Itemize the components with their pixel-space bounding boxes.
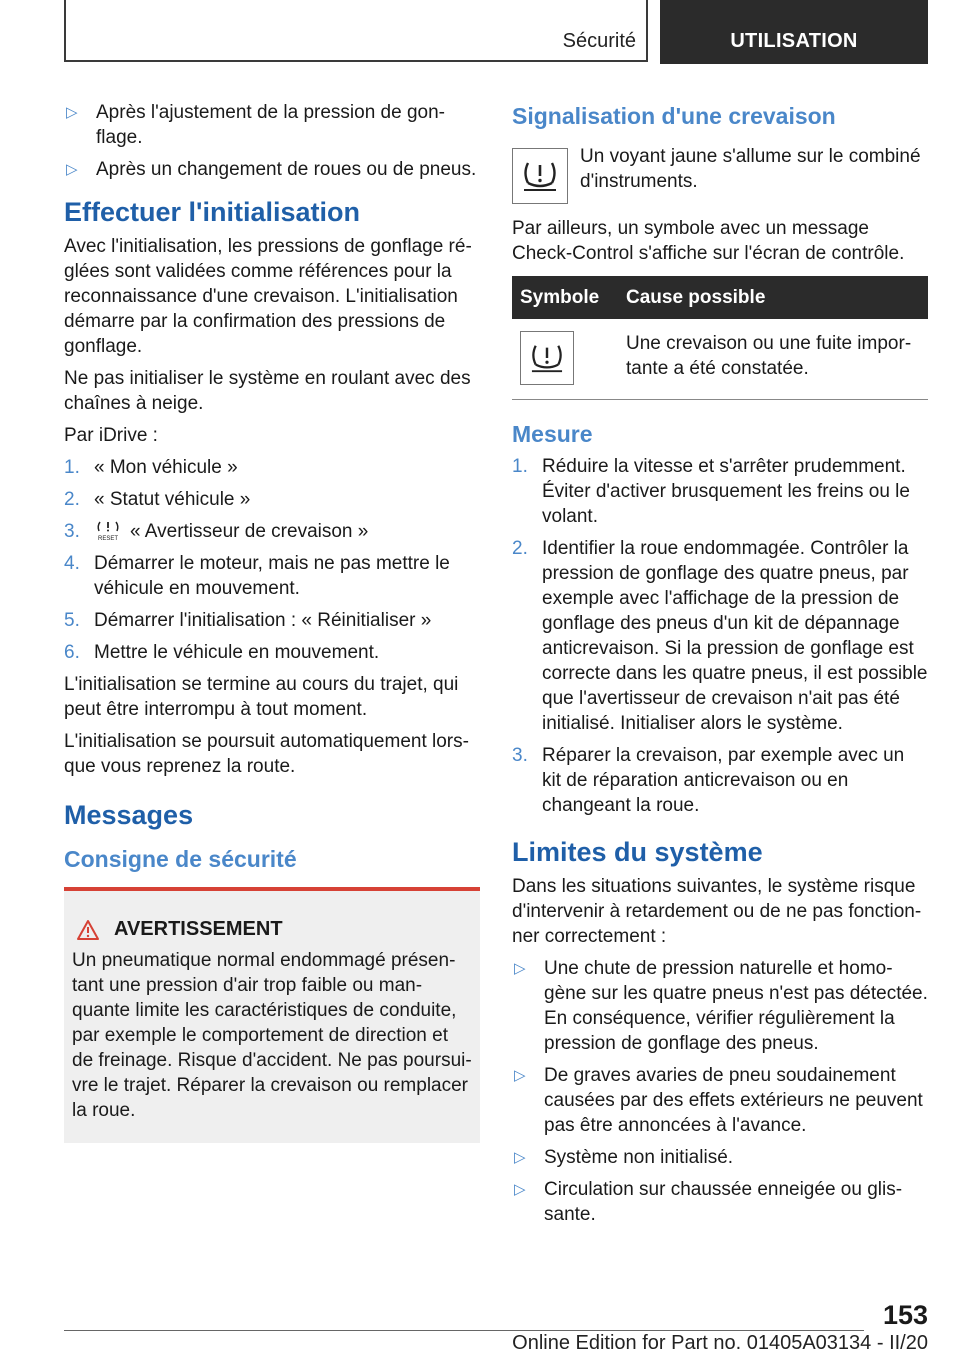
step-item: 1. Réduire la vitesse et s'arrêter prudemment. Éviter d'activer brusquement les freins ou le volant. <box>512 456 910 527</box>
section-title: Sécurité <box>562 30 636 52</box>
footer-divider <box>64 1330 864 1331</box>
page-header <box>64 0 928 64</box>
heading-limites: Limites du système <box>512 837 763 867</box>
table-row <box>512 319 928 400</box>
table-cell-cause: Une crevaison ou une fuite importante a été constatée. <box>618 319 928 400</box>
step-item: 3. Réparer la crevaison, par exemple avec un kit de réparation anticrevaison ou en changeant la roue. <box>512 745 905 816</box>
paragraph: Par iDrive : <box>64 425 158 446</box>
warning-text: Un pneumatique normal endommagé présentant une pression d'air trop faible ou manquante limite les caractéristiques de conduite, par exemple le comportement de direction et de freinage. Risque d'accident. Ne pas poursuivre le trajet. Réparer la crevaison ou remplacer la roue. <box>72 950 472 1121</box>
paragraph: Avec l'initialisation, les pressions de gonflage réglées sont validées comme références pour la reconnaissance d'une crevaison. L'initialisation démarre par la confirmation des pressions de gonflage. <box>64 236 472 357</box>
step-item: 1. « Mon véhicule » <box>64 457 238 478</box>
right-column <box>512 100 928 1234</box>
step-item: 2. « Statut véhicule » <box>64 489 251 510</box>
list-item: ▷ Système non initialisé. <box>514 1147 734 1168</box>
paragraph: L'initialisation se poursuit automatiquement lorsque vous reprenez la route. <box>64 731 469 777</box>
step-item: 5. Démarrer l'initialisation : « Réinitialiser » <box>64 610 432 631</box>
paragraph: L'initialisation se termine au cours du trajet, qui peut être interrompu à tout moment. <box>64 674 459 720</box>
bullet-icon: ▷ <box>66 104 78 121</box>
tire-pressure-warning-icon <box>528 342 566 374</box>
list-item: ▷ Après un changement de roues ou de pneus. <box>66 159 477 180</box>
symbol-table <box>512 276 928 400</box>
step-item: 3. RESET « Avertisseur de crevaison » <box>64 521 369 542</box>
list-item: ▷ Une chute de pression naturelle et homogène sur les quatre pneus n'est pas détectée. En conséquence, vérifier régulièrement la pression de gonflage des pneus. <box>514 958 928 1054</box>
heading-consigne: Consigne de sécurité <box>64 846 297 872</box>
tire-pressure-warning-icon <box>520 159 560 193</box>
bullet-icon: ▷ <box>514 1067 526 1084</box>
bullet-icon: ▷ <box>514 1149 526 1166</box>
step-item: 4. Démarrer le moteur, mais ne pas mettre le véhicule en mouvement. <box>64 553 450 599</box>
svg-text:RESET: RESET <box>97 536 119 541</box>
page-number: 153 <box>882 1300 928 1330</box>
warning-triangle-icon <box>76 919 100 941</box>
step-item: 6. Mettre le véhicule en mouvement. <box>64 642 380 663</box>
bullet-icon: ▷ <box>514 960 526 977</box>
list-item: ▷ Circulation sur chaussée enneigée ou glissante. <box>514 1179 903 1225</box>
heading-mesure: Mesure <box>512 421 593 447</box>
paragraph: Dans les situations suivantes, le système risque d'intervenir à retardement ou de ne pas fonctionner correctement : <box>512 876 922 947</box>
left-column <box>64 100 480 1143</box>
heading-initialisation: Effectuer l'initialisation <box>64 197 360 227</box>
heading-messages: Messages <box>64 800 194 830</box>
paragraph: Par ailleurs, un symbole avec un message Check-Control s'affiche sur l'écran de contrôle. <box>512 218 905 264</box>
warning-title: AVERTISSEMENT <box>114 918 283 940</box>
edition-text: Online Edition for Part no. 01405A03134 - II/20 <box>512 1332 928 1354</box>
header-frame <box>64 0 648 62</box>
paragraph: Ne pas initialiser le système en roulant avec des chaînes à neige. <box>64 368 471 414</box>
chapter-tab: UTILISATION <box>660 0 928 64</box>
table-header-cause: Cause possible <box>618 276 928 319</box>
step-item: 2. Identifier la roue endommagée. Contrôler la pression de gonflage des quatre pneus, par exemple avec l'affichage de la pression de gonflage des pneus d'un kit de dépannage anticrevaison. Si la pression de gonflage est correcte dans les quatre pneus, il est possible que l'avertisseur de crevaison n'ait pas été initialisé. Initialiser alors le système. <box>512 538 928 734</box>
signal-text: Un voyant jaune s'allume sur le combiné d'instruments. <box>580 146 921 192</box>
warning-box <box>64 887 480 1143</box>
list-item: ▷ Après l'ajustement de la pression de gonflage. <box>66 102 445 148</box>
list-item: ▷ De graves avaries de pneu soudainement causées par des effets extérieurs ne peuvent pas être annoncées à l'avance. <box>514 1065 923 1136</box>
bullet-icon: ▷ <box>514 1181 526 1198</box>
table-header-symbole: Symbole <box>512 276 618 319</box>
heading-signalisation: Signalisation d'une crevaison <box>512 103 836 129</box>
tpms-indicator <box>512 148 568 204</box>
tpms-reset-icon <box>94 519 122 541</box>
bullet-icon: ▷ <box>66 161 78 178</box>
